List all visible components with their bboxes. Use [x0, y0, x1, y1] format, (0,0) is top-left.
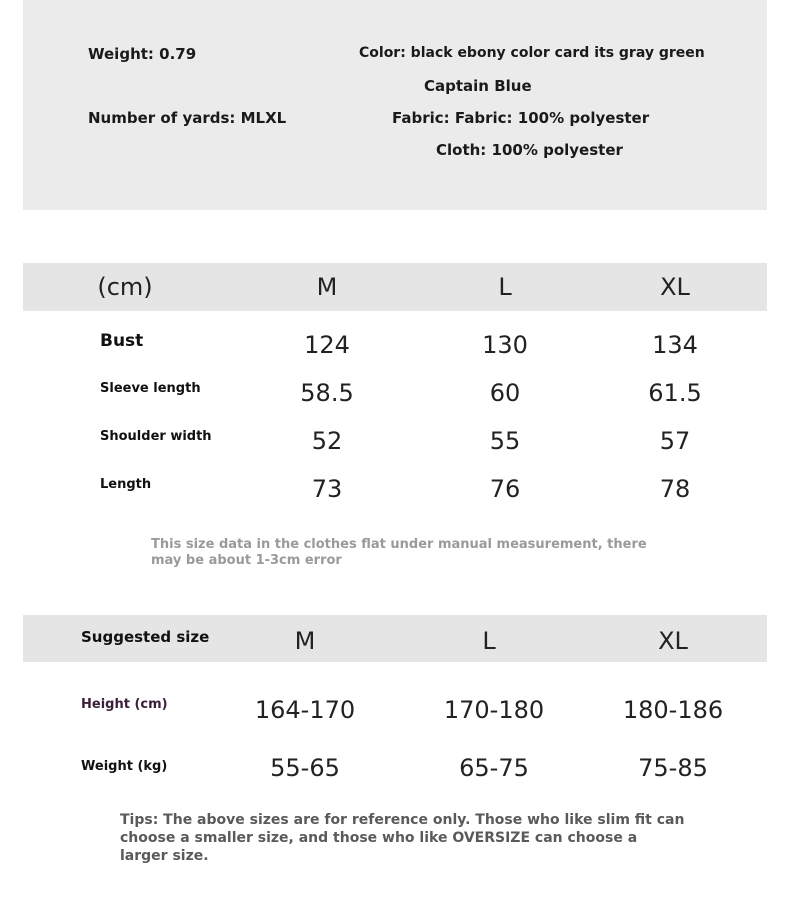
table-cell: 78 — [659, 475, 691, 503]
row-label-bust: Bust — [100, 331, 144, 351]
row-label-weight: Weight (kg) — [81, 759, 168, 774]
suggest-header-xl: XL — [658, 627, 688, 655]
color-info: Color: black ebony color card its gray green — [359, 45, 705, 61]
table-cell: 164-170 — [254, 696, 356, 724]
product-info-panel — [23, 0, 767, 210]
row-label-sleeve-length: Sleeve length — [100, 381, 201, 396]
yards-info: Number of yards: MLXL — [88, 109, 287, 127]
size-table-header-m: M — [316, 273, 338, 301]
table-cell: 124 — [304, 331, 350, 359]
table-cell: 55 — [489, 427, 521, 455]
table-cell: 65-75 — [459, 754, 529, 782]
weight-info: Weight: 0.79 — [88, 45, 197, 63]
size-table-header-l: L — [498, 273, 512, 301]
table-cell: 60 — [489, 379, 521, 407]
row-label-height: Height (cm) — [81, 697, 168, 712]
measurement-note: This size data in the clothes flat under manual measurement, there may be about 1-3cm error — [151, 537, 647, 568]
table-cell: 170-180 — [443, 696, 545, 724]
table-cell: 58.5 — [300, 379, 354, 407]
row-label-shoulder-width: Shoulder width — [100, 429, 212, 444]
table-cell: 180-186 — [622, 696, 724, 724]
suggest-header-m: M — [294, 627, 316, 655]
table-cell: 76 — [489, 475, 521, 503]
row-label-length: Length — [100, 477, 152, 492]
cloth-info: Cloth: 100% polyester — [436, 141, 623, 159]
table-cell: 61.5 — [648, 379, 702, 407]
suggest-table-title: Suggested size — [81, 628, 210, 646]
table-cell: 55-65 — [270, 754, 340, 782]
table-cell: 75-85 — [638, 754, 708, 782]
table-cell: 57 — [659, 427, 691, 455]
suggest-header-l: L — [482, 627, 496, 655]
table-cell: 130 — [482, 331, 528, 359]
table-cell: 134 — [652, 331, 698, 359]
size-table-unit-header: (cm) — [97, 273, 153, 301]
color-info-line2: Captain Blue — [424, 77, 532, 95]
size-tips: Tips: The above sizes are for reference only. Those who like slim fit can choose a smaller size, and those who like OVERSIZE can choose a larger size. — [120, 812, 685, 864]
size-table-header-xl: XL — [660, 273, 690, 301]
table-cell: 73 — [311, 475, 343, 503]
table-cell: 52 — [311, 427, 343, 455]
fabric-info: Fabric: Fabric: 100% polyester — [392, 109, 650, 127]
